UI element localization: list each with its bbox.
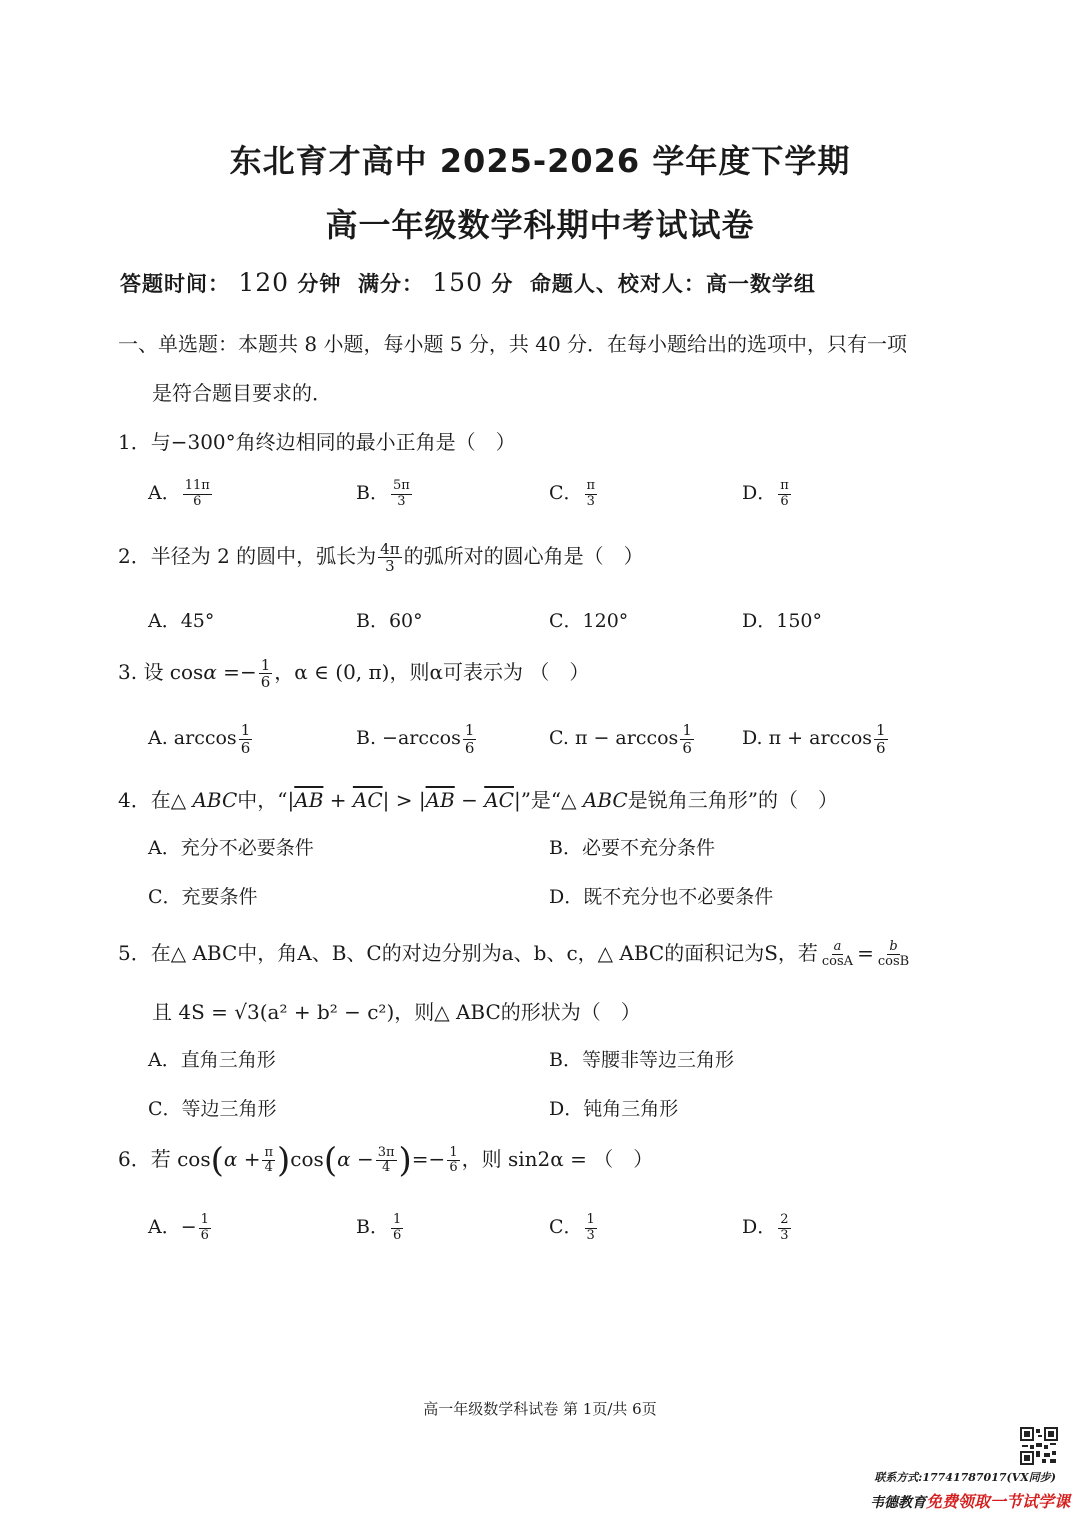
contact-watermark: 联系方式:17741787017(VX同步) xyxy=(874,1471,1056,1484)
q1-option-a: A． $\frac{11\pi}{6}$ xyxy=(148,478,210,509)
q3-option-c: C. π − arccos $\frac{1}{6}$ xyxy=(549,721,692,757)
q1-option-d: D． $\frac{\pi}{6}$ xyxy=(742,478,789,509)
q2-stem: 2．半径为 2 的圆中，弧长为 $\frac{4\pi}{3}$ 的弧所对的圆心角是（ ） xyxy=(118,539,644,575)
q5-option-a: A．直角三角形 xyxy=(148,1049,276,1071)
q1-option-b: B． $\frac{5\pi}{3}$ xyxy=(356,478,410,509)
q2-option-d: D．150° xyxy=(742,610,822,632)
q5-stem-line1: 5．在△ ABC中，角A、B、C的对边分别为a、b、c，△ ABC的面积记为S，若 $\frac{a}{\cos A}$ = $\frac{b}{\cos B}$ xyxy=(118,938,910,969)
q6-option-b: B． $\frac{1}{6}$ xyxy=(356,1212,402,1243)
q4-option-a: A．充分不必要条件 xyxy=(148,837,314,859)
q3-option-b: B. −arccos $\frac{1}{6}$ xyxy=(356,721,475,757)
exam-title-line1: 东北育才高中 2025-2026 学年度下学期 xyxy=(229,142,851,180)
q2-option-a: A．45° xyxy=(148,610,215,632)
q3-option-d: D. π + arccos $\frac{1}{6}$ xyxy=(742,721,886,757)
section-heading-line2: 是符合题目要求的． xyxy=(152,381,332,405)
q4-option-b: B．必要不充分条件 xyxy=(549,837,715,859)
q6-option-d: D． $\frac{2}{3}$ xyxy=(742,1212,789,1243)
qr-code-icon xyxy=(1020,1427,1058,1465)
page-footer: 高一年级数学科试卷 第 1页/共 6页 xyxy=(423,1400,657,1418)
promo-watermark: 韦德教育免费领取一节试学课 xyxy=(869,1492,1070,1511)
q4-option-c: C．充要条件 xyxy=(148,886,258,908)
q2-option-c: C．120° xyxy=(549,610,629,632)
exam-title-line2: 高一年级数学科期中考试试卷 xyxy=(325,206,755,244)
score-label: 满分： xyxy=(357,272,424,296)
q4-option-d: D．既不充分也不必要条件 xyxy=(549,886,774,908)
q6-stem: 6．若 cos(α + $\frac{\pi}{4}$ )cos(α − $\frac{3\pi}{4}$ )=− $\frac{1}{6}$ ，则 sin2α = （ ） xyxy=(118,1140,654,1181)
q3-stem: 3. 设 cosα =− $\frac{1}{6}$ ，α ∈ (0, π)，则α可表示为 （ ） xyxy=(118,655,590,691)
q5-option-c: C．等边三角形 xyxy=(148,1098,277,1120)
time-label: 答题时间： xyxy=(120,272,230,296)
q2-option-b: B．60° xyxy=(356,610,423,632)
q1-stem: 1．与−300°角终边相同的最小正角是（ ） xyxy=(118,430,516,454)
score-value: 150 xyxy=(432,268,483,297)
author: 命题人、校对人：高一数学组 xyxy=(529,272,816,296)
time-value: 120 xyxy=(238,268,290,297)
section-heading-line1: 一、单选题：本题共 8 小题，每小题 5 分，共 40 分．在每小题给出的选项中，只有一项 xyxy=(118,332,908,356)
time-unit: 分钟 xyxy=(297,272,342,296)
q4-stem: 4．在△ ABC中，“$|\overline{AB} + \overline{AC}| > |\overline{AB} - \overline{AC}|$”是“△ ABC是锐角三角形”的（ ） xyxy=(118,788,838,812)
q6-option-c: C． $\frac{1}{3}$ xyxy=(549,1212,595,1243)
score-unit: 分 xyxy=(491,272,514,296)
q3-option-a: A. arccos $\frac{1}{6}$ xyxy=(148,721,251,757)
q5-option-d: D．钝角三角形 xyxy=(549,1098,679,1120)
q1-option-c: C． $\frac{\pi}{3}$ xyxy=(549,478,596,509)
q5-stem-line2: 且 4S = √3(a² + b² − c²)，则△ ABC的形状为（ ） xyxy=(152,1000,641,1024)
q5-option-b: B．等腰非等边三角形 xyxy=(549,1049,734,1071)
q6-option-a: A．− $\frac{1}{6}$ xyxy=(148,1212,209,1243)
exam-meta xyxy=(120,268,816,298)
